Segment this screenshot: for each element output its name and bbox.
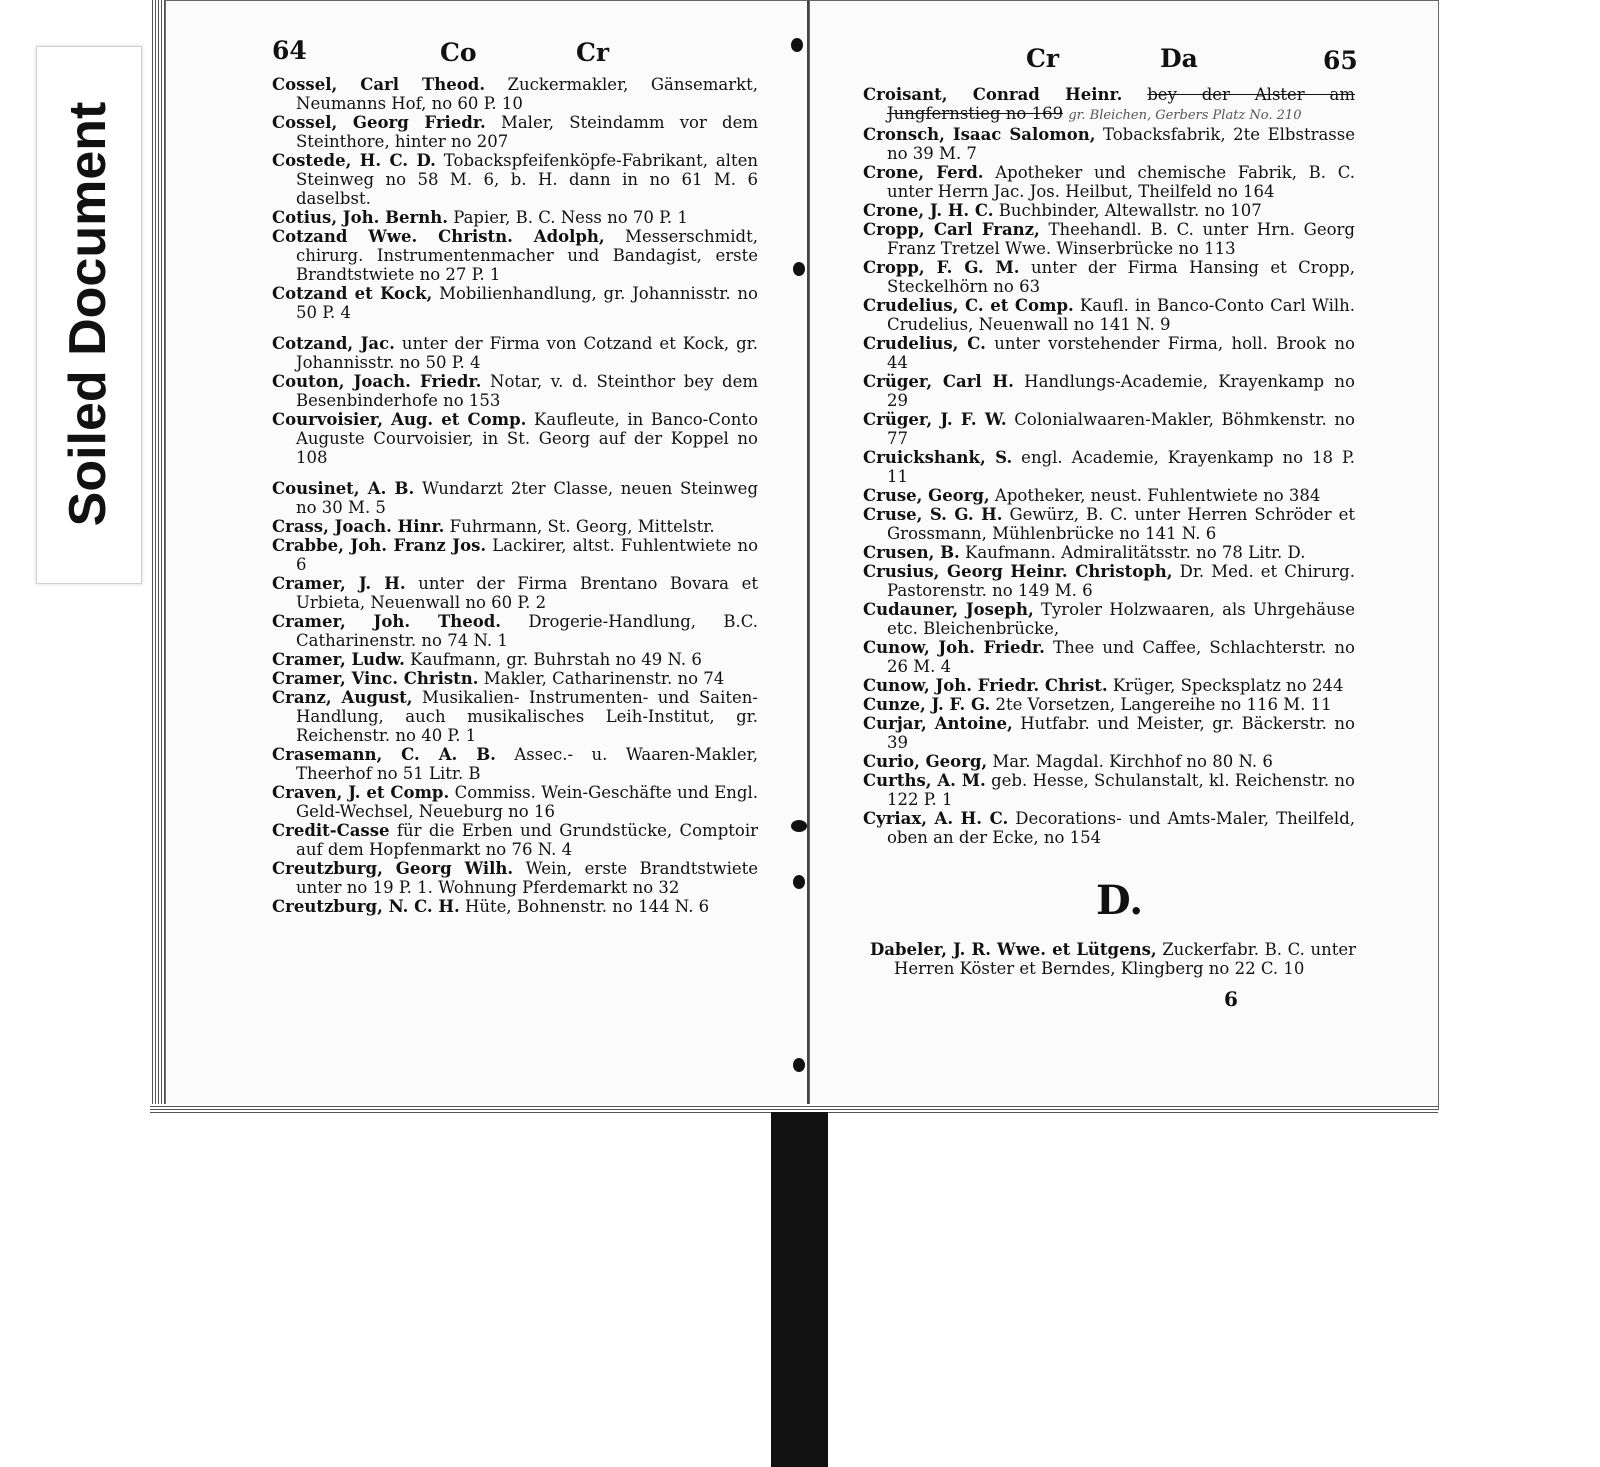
section-letter: D. [1096, 877, 1144, 924]
entry-name: Couton, Joach. Friedr. [272, 372, 482, 391]
directory-entry [272, 479, 758, 517]
entry-text: Fuhrmann, St. Georg, Mittelstr. [444, 517, 715, 536]
entry-name: Cruse, Georg, [863, 486, 990, 505]
entry-name: Crusen, B. [863, 543, 960, 562]
directory-entry [272, 669, 758, 688]
directory-entry [272, 410, 758, 467]
entry-name: Crusius, Georg Heinr. Christoph, [863, 562, 1173, 581]
entry-name: Crüger, Carl H. [863, 372, 1014, 391]
entry-name: Curths, A. M. [863, 771, 986, 790]
directory-entry [272, 284, 758, 322]
entry-text: Mobilienhandlung, gr. Johannisstr. no 50 P. 4 [296, 284, 758, 322]
entry-text: Mar. Magdal. Kirchhof no 80 N. 6 [987, 752, 1273, 771]
directory-entry [863, 676, 1355, 695]
directory-entry [863, 543, 1355, 562]
directory-entry [863, 334, 1355, 372]
entry-text: Papier, B. C. Ness no 70 P. 1 [447, 208, 688, 227]
directory-entry [272, 688, 758, 745]
directory-entry [863, 638, 1355, 676]
entry-name: Cotzand, Jac. [272, 334, 395, 353]
entry-text: unter vorstehender Firma, holl. Brook no 44 [887, 334, 1355, 372]
entry-name: Cunze, J. F. G. [863, 695, 991, 714]
entry-name: Crass, Joach. Hinr. [272, 517, 445, 536]
entry-text: Notar, v. d. Steinthor bey dem Besenbinderhofe no 153 [296, 372, 758, 410]
entry-text: Hutfabr. und Meister, gr. Bäckerstr. no 39 [887, 714, 1355, 752]
entry-name: Cramer, Vinc. Christn. [272, 669, 479, 688]
entry-text: Buchbinder, Altewallstr. no 107 [993, 201, 1262, 220]
entry-text: Kaufmann, gr. Buhrstah no 49 N. 6 [404, 650, 702, 669]
entry-text: für die Erben und Grundstücke, Comptoir auf dem Hopfenmarkt no 76 N. 4 [296, 821, 758, 859]
directory-entry [272, 334, 758, 372]
entry-name: Crabbe, Joh. Franz Jos. [272, 536, 487, 555]
entry-text: Tyroler Holzwaaren, als Uhrgehäuse etc. Bleichenbrücke, [887, 600, 1355, 638]
directory-entry [863, 296, 1355, 334]
binding-mark [793, 262, 805, 276]
entry-text: Gewürz, B. C. unter Herren Schröder et Grossmann, Mühlenbrücke no 141 N. 6 [887, 505, 1355, 543]
entry-text: Makler, Catharinenstr. no 74 [478, 669, 725, 688]
left-page-entries [272, 75, 758, 916]
binding-mark [791, 38, 803, 52]
entry-name: Cruickshank, S. [863, 448, 1013, 467]
entry-text: Drogerie-Handlung, B.C. Catharinenstr. no 74 N. 1 [296, 612, 758, 650]
right-page-entries [863, 85, 1355, 847]
right-page-number: 65 [1323, 46, 1358, 75]
entry-text: Wein, erste Brandtstwiete unter no 19 P. 1. Wohnung Pferdemarkt no 32 [296, 859, 759, 897]
directory-entry [272, 897, 758, 916]
directory-entry [863, 752, 1355, 771]
entry-text: Krüger, Specksplatz no 244 [1107, 676, 1344, 695]
directory-entry [272, 783, 758, 821]
entry-name: Costede, H. C. D. [272, 151, 436, 170]
directory-entry [863, 220, 1355, 258]
entry-name: Crudelius, C. et Comp. [863, 296, 1074, 315]
directory-entry [272, 859, 758, 897]
entry-name: Cranz, August, [272, 688, 413, 707]
directory-entry [863, 809, 1355, 847]
entry-text: Assec.- u. Waaren-Makler, Theerhof no 51 Litr. B [296, 745, 758, 783]
directory-entry [272, 517, 758, 536]
entry-name: Cotius, Joh. Bernh. [272, 208, 448, 227]
entry-name: Craven, J. et Comp. [272, 783, 450, 802]
entry-name: Cramer, J. H. [272, 574, 406, 593]
struck-text: bey der Alster am Jungfernstieg no 169 [887, 85, 1356, 123]
entry-name: Crüger, J. F. W. [863, 410, 1007, 429]
soiled-document-label-text: Soiled Document [59, 101, 117, 527]
left-header-cr: Cr [576, 38, 610, 67]
entry-name: Cotzand et Kock, [272, 284, 433, 303]
directory-entry [272, 821, 758, 859]
directory-entry [863, 505, 1355, 543]
entry-text: Commiss. Wein-Geschäfte und Engl. Geld-Wechsel, Neueburg no 16 [296, 783, 759, 821]
directory-entry [870, 940, 1356, 978]
entry-name: Courvoisier, Aug. et Comp. [272, 410, 527, 429]
left-header-co: Co [440, 38, 477, 67]
catchword: 6 [1224, 987, 1238, 1011]
entry-text: Tobackspfeifenköpfe-Fabrikant, alten Steinweg no 58 M. 6, b. H. dann in no 61 M. 6 daselbst. [296, 151, 758, 208]
directory-entry [272, 372, 758, 410]
binding-mark [791, 820, 807, 832]
entry-name: Cossel, Carl Theod. [272, 75, 486, 94]
entry-text: Apotheker und chemische Fabrik, B. C. unter Herrn Jac. Jos. Heilbut, Theilfeld no 164 [887, 163, 1355, 201]
entry-text: engl. Academie, Krayenkamp no 18 P. 11 [887, 448, 1355, 486]
entry-name: Cropp, F. G. M. [863, 258, 1020, 277]
directory-entry [863, 410, 1355, 448]
entry-name: Cyriax, A. H. C. [863, 809, 1009, 828]
entry-name: Curio, Georg, [863, 752, 988, 771]
left-page-number: 64 [272, 36, 307, 65]
directory-entry [863, 486, 1355, 505]
entry-name: Crudelius, C. [863, 334, 986, 353]
entry-text: Hüte, Bohnenstr. no 144 N. 6 [459, 897, 710, 916]
entry-name: Cunow, Joh. Friedr. Christ. [863, 676, 1108, 695]
directory-entry [272, 574, 758, 612]
entry-name: Cousinet, A. B. [272, 479, 415, 498]
entry-name: Creutzburg, N. C. H. [272, 897, 460, 916]
entry-text: Zuckerfabr. B. C. unter Herren Köster et Berndes, Klingberg no 22 C. 10 [894, 940, 1356, 978]
directory-entry [272, 208, 758, 227]
entry-text: Zuckermakler, Gänsemarkt, Neumanns Hof, no 60 P. 10 [296, 75, 758, 113]
entry-text: Kaufmann. Admiralitätsstr. no 78 Litr. D. [959, 543, 1306, 562]
directory-entry [272, 745, 758, 783]
entry-text: geb. Hesse, Schulanstalt, kl. Reichenstr. no 122 P. 1 [887, 771, 1355, 809]
directory-entry [863, 372, 1355, 410]
entry-name: Dabeler, J. R. Wwe. et Lütgens, [870, 940, 1157, 959]
entry-text: Handlungs-Academie, Krayenkamp no 29 [887, 372, 1355, 410]
entry-name: Cramer, Ludw. [272, 650, 405, 669]
right-header-cr: Cr [1026, 44, 1060, 73]
directory-entry [863, 600, 1355, 638]
entry-name: Croisant, Conrad Heinr. [863, 85, 1123, 104]
entry-text: unter der Firma Hansing et Cropp, Steckelhörn no 63 [887, 258, 1355, 296]
binding-mark [793, 1058, 805, 1072]
binding-mark [793, 875, 805, 889]
entry-name: Cronsch, Isaac Salomon, [863, 125, 1096, 144]
entry-text: Messerschmidt, chirurg. Instrumentenmacher und Bandagist, erste Brandtstwiete no 27 P. 1 [296, 227, 758, 284]
entry-name: Credit-Casse [272, 821, 390, 840]
directory-entry [272, 612, 758, 650]
entry-text: Decorations- und Amts-Maler, Theilfeld, oben an der Ecke, no 154 [887, 809, 1355, 847]
d-section-entries [870, 940, 1356, 978]
entry-text: Colonialwaaren-Makler, Böhmkenstr. no 77 [887, 410, 1355, 448]
entry-name: Cramer, Joh. Theod. [272, 612, 502, 631]
entry-name: Cruse, S. G. H. [863, 505, 1003, 524]
entry-text: Dr. Med. et Chirurg. Pastorenstr. no 149 M. 6 [887, 562, 1355, 600]
right-entry-list [863, 125, 1355, 847]
bookmark-ribbon [771, 1112, 828, 1467]
entry-name: Cossel, Georg Friedr. [272, 113, 486, 132]
directory-entry [863, 85, 1355, 125]
entry-text: Theehandl. B. C. unter Hrn. Georg Franz Tretzel Wwe. Winserbrücke no 113 [887, 220, 1355, 258]
entry-name: Crone, Ferd. [863, 163, 984, 182]
entry-text: 2te Vorsetzen, Langereihe no 116 M. 11 [990, 695, 1332, 714]
directory-entry [272, 650, 758, 669]
entry-text: Apotheker, neust. Fuhlentwiete no 384 [989, 486, 1321, 505]
directory-entry [863, 695, 1355, 714]
directory-entry [863, 125, 1355, 163]
directory-entry [272, 227, 758, 284]
directory-entry [863, 562, 1355, 600]
entry-text: Kaufleute, in Banco-Conto Auguste Courvoisier, in St. Georg auf der Koppel no 108 [296, 410, 759, 467]
right-header-da: Da [1160, 44, 1198, 73]
entry-name: Curjar, Antoine, [863, 714, 1013, 733]
entry-name: Crone, J. H. C. [863, 201, 994, 220]
entry-text: unter der Firma Brentano Bovara et Urbieta, Neuenwall no 60 P. 2 [296, 574, 758, 612]
directory-entry [272, 536, 758, 574]
entry-name: Cotzand Wwe. Christn. Adolph, [272, 227, 605, 246]
entry-name: Cropp, Carl Franz, [863, 220, 1040, 239]
entry-text: Kaufl. in Banco-Conto Carl Wilh. Crudelius, Neuenwall no 141 N. 9 [887, 296, 1355, 334]
directory-entry [272, 151, 758, 208]
directory-entry [863, 771, 1355, 809]
entry-name: Cunow, Joh. Friedr. [863, 638, 1045, 657]
entry-text: Maler, Steindamm vor dem Steinthore, hinter no 207 [296, 113, 758, 151]
entry-text: Thee und Caffee, Schlachterstr. no 26 M. 4 [887, 638, 1355, 676]
directory-entry [863, 258, 1355, 296]
entry-text: Tobacksfabrik, 2te Elbstrasse no 39 M. 7 [887, 125, 1355, 163]
entry-name: Cudauner, Joseph, [863, 600, 1034, 619]
handwritten-correction: gr. Bleichen, Gerbers Platz No. 210 [1068, 108, 1302, 123]
entry-text: Lackirer, altst. Fuhlentwiete no 6 [296, 536, 759, 574]
directory-entry [863, 714, 1355, 752]
directory-entry [863, 448, 1355, 486]
directory-entry [272, 113, 758, 151]
directory-entry [863, 163, 1355, 201]
directory-entry [272, 75, 758, 113]
entry-text: Musikalien- Instrumenten- und Saiten-Handlung, auch musikalisches Leih-Institut, gr. Reichenstr. no 40 P. 1 [296, 688, 759, 745]
directory-entry [863, 201, 1355, 220]
entry-text: Wundarzt 2ter Classe, neuen Steinweg no 30 M. 5 [296, 479, 759, 517]
entry-name: Creutzburg, Georg Wilh. [272, 859, 514, 878]
entry-text: unter der Firma von Cotzand et Kock, gr. Johannisstr. no 50 P. 4 [296, 334, 758, 372]
entry-name: Crasemann, C. A. B. [272, 745, 496, 764]
